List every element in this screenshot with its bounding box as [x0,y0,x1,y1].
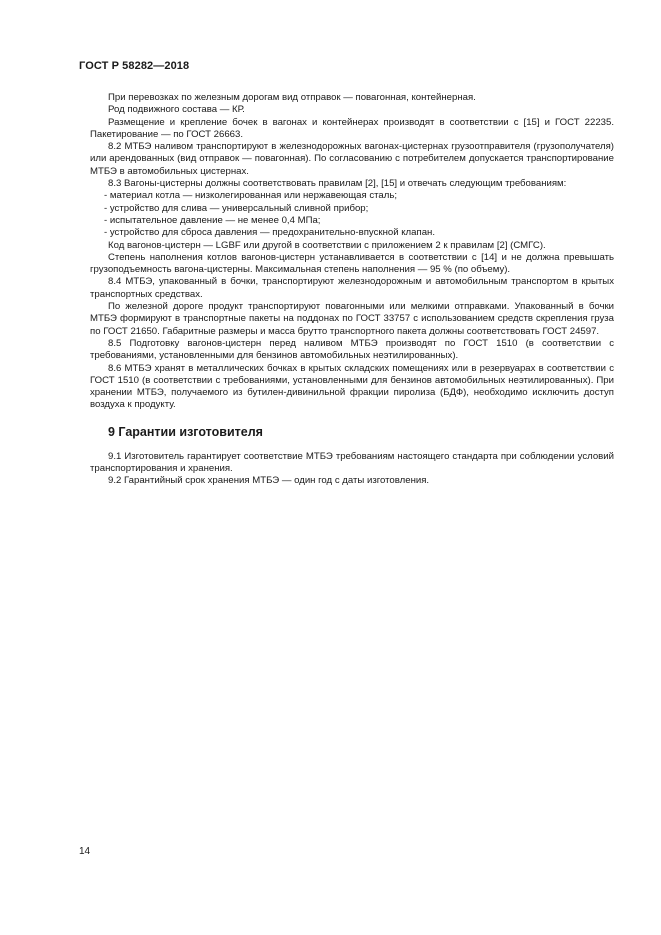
list-item: - материал котла — низколегированная или нержавеющая сталь; [104,190,398,202]
paragraph-8-5: 8.5 Подготовку вагонов-цистерн перед наливом МТБЭ производят по ГОСТ 1510 (в соответствии с требованиями, установленными для бензинов автомобильных неэтилированных). [90,337,614,362]
paragraph-placement: Размещение и крепление бочек в вагонах и контейнерах производят в соответствии с [15] и ГОСТ 22235. Пакетирование — по ГОСТ 26663. [90,116,614,140]
paragraph-fill-degree: Степень наполнения котлов вагонов-цистерн устанавливается в соответствии с [14] и не должна превышать грузоподъемность вагона-цистерны. Максимальная степень наполнения — 95 % (по объему). [90,251,614,276]
paragraph-8-4: 8.4 МТБЭ, упакованный в бочки, транспортируют железнодорожным и автомобильным транспортом в крытых транспортных средствах. [90,276,614,300]
paragraph-rolling-stock: Род подвижного состава — КР. [108,104,245,116]
paragraph-8-2: 8.2 МТБЭ наливом транспортируют в железнодорожных вагонах-цистернах грузоотправителя (грузополучателя) или арендованных (вид отправок — повагонная). По согласованию с потребителем допускается транспортирование МТБЭ в автомобильных цистернах. [90,141,614,177]
list-item: - устройство для слива — универсальный сливной прибор; [104,202,369,214]
paragraph-9-1: 9.1 Изготовитель гарантирует соответствие МТБЭ требованиям настоящего стандарта при соблюдении условий транспортирования и хранения. [90,450,614,475]
document-header: ГОСТ Р 58282—2018 [79,60,190,72]
list-item: - устройство для сброса давления — предохранительно-впускной клапан. [104,227,435,239]
document-body [90,92,614,488]
list-item: - испытательное давление — не менее 0,4 МПа; [104,214,321,226]
paragraph-8-3: 8.3 Вагоны-цистерны должны соответствовать правилам [2], [15] и отвечать следующим требованиям: [108,178,567,190]
page-number: 14 [79,846,91,857]
paragraph-transport-rail: При перевозках по железным дорогам вид отправок — повагонная, контейнерная. [108,92,476,103]
paragraph-9-2: 9.2 Гарантийный срок хранения МТБЭ — один год с даты изготовления. [108,475,430,487]
paragraph-tank-code: Код вагонов-цистерн — LGBF или другой в соответствии с приложением 2 к правилам [2] (СМГС). [108,239,546,251]
section-heading: 9 Гарантии изготовителя [108,424,263,439]
paragraph-8-6: 8.6 МТБЭ хранят в металлических бочках в крытых складских помещениях или в резервуарах в соответствии с ГОСТ 1510 (в соответствии с требованиями, установленными для бензинов автомобильных неэтилированных). При хранении МТБЭ, получаемого из бутилен-дивинильной фракции пиролиза (БДФ), необходимо исключить доступ воздуха к продукту. [90,362,614,411]
paragraph-rail-packets: По железной дороге продукт транспортируют повагонными или мелкими отправками. Упакованный в бочки МТБЭ формируют в транспортные пакеты на поддонах по ГОСТ 33757 с использованием средств скрепления груза по ГОСТ 21650. Габаритные размеры и масса брутто транспортного пакета должны соответствовать ГОСТ 24597. [90,301,614,337]
